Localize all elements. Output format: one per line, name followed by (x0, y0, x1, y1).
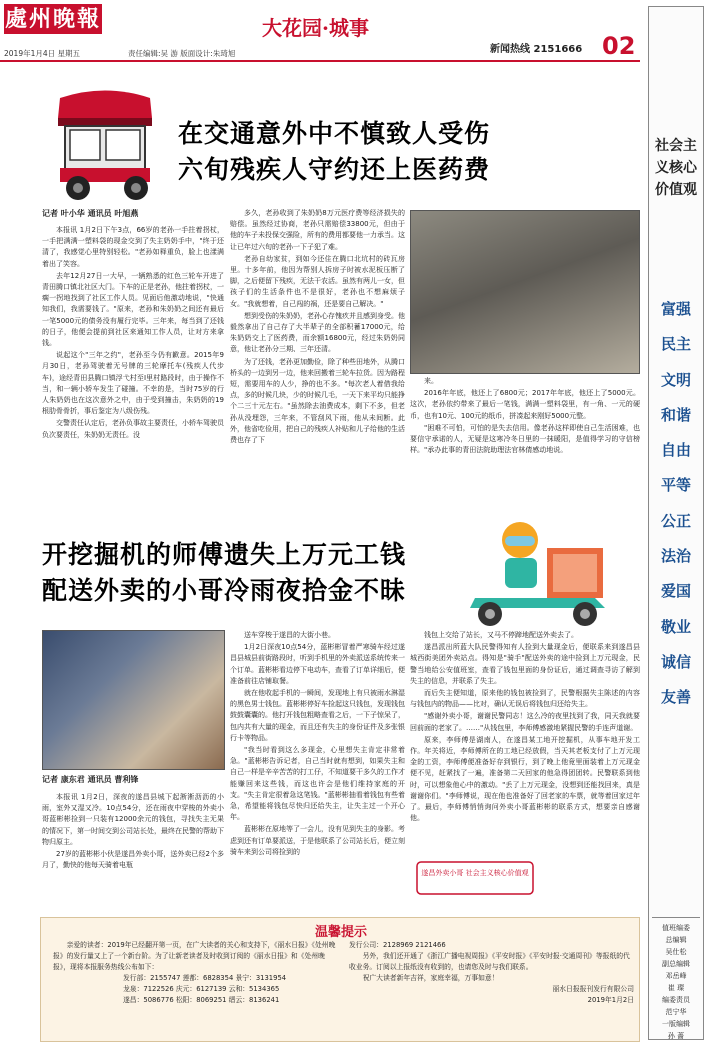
section-title: 大花园·城事 (262, 16, 369, 40)
story1-byline: 记者 叶小华 通讯员 叶旭燕 (42, 209, 139, 218)
story2-column-3 (410, 630, 640, 855)
story2-photo (42, 630, 225, 770)
newspaper-logo: 處州晚報 (4, 6, 101, 32)
paragraph: 蓝彬彬在原地等了一会儿，没有见到失主的身影。考虑到还有订单要派送，于是他联系了公司站长后，便立刻骑车来到公司将捡到的 (230, 825, 405, 856)
paragraph: 去年12月27日一大早，一辆熟悉的红色三轮车开进了青田腾口镇北社区大门。下车的正是老孙，他拄着拐杖，一瘸一拐地找到了社区工作人员。见面后他激动地说，"快通知我们，我需要钱了。"原来，老孙和朱奶奶之间还有最后一笔5000元的债务没有履行完毕。三年来，每当到了还钱的日子，他便会提前到社区来通知工作人员，让对方来拿钱。 (42, 271, 224, 348)
story1-headline-line1: 在交通意外中不慎致人受伤 (178, 119, 491, 148)
tuk-tuk-illustration (40, 88, 170, 206)
story2-headline-line1: 开挖掘机的师傅遗失上万元工钱 (42, 540, 407, 569)
notice-date: 2019年1月2日 (587, 996, 634, 1004)
paragraph: "我当时看到这么多现金，心里想失主肯定非常着急。"蓝彬彬告诉记者，自己当时就有想到，如果失主和自己一样是辛辛苦苦的打工仔，不知道要干多久的工作才能赚回来这些钱，而这也许会是他们维持家庭的开支。"失主肯定很着急这笔钱。"蓝彬彬抽看着钱包有些着急，希望能将钱包尽快归还给失主，让失主过一个开心年。 (230, 746, 405, 822)
paragraph: 说起这个"三年之约"，老孙至今仍有歉意。2015年9月30日，老孙驾驶着无号牌的三轮摩托车(残疾人代步车)，途经青田县腾口镇浮弋村至I里村路段时，由于操作不当，和一辆小轿车发生了碰撞。不幸的是，当时75岁的行人朱奶奶也在这次意外之中，由于受到撞击，朱奶奶的19根肋骨骨折，事后鉴定为八级伤残。 (42, 351, 224, 416)
value-item: 爱国 (660, 582, 691, 601)
credit-line: 孙 蔷 (667, 1032, 685, 1040)
values-stamp (415, 858, 535, 898)
paragraph: 送车穿梭于遂昌的大街小巷。 (244, 631, 335, 639)
story2-byline: 记者 康东君 通讯员 曹利锋 (42, 775, 139, 784)
notice-paragraph: 亲爱的读者：2019年已经翻开第一页，在广大读者的关心和支持下，《丽水日报》《处州晚报》的发行量又上了一个新台阶。为了让新老读者及时收到订阅的《丽水日报》和《处州晚报》，现将本报服务热线公布如下： (53, 941, 336, 971)
paragraph: 原来，李师傅是湖南人，在遂昌某工地开挖掘机，从事车地开发工作。年关将近，李师傅所在的工地已经放假，当天其老板支付了上万元现金的工资，李师傅便准备好存到银行，到了晚上他竟里面装着上万元现金便不见，赶紧找了一遍，准备第二天回家的他急得团团转。民警联系到他时，可以想象他心中的激动。"丢了上万元现金，没想到还能找回来，真是谢谢你们。"李师傅说，现在他也准备好了回老家的车票，就等着回家过年了。最后，李师傅悄悄询问外卖小哥蓝彬彬的联系方式，想要亲自感谢他。 (410, 735, 640, 823)
header-rule (0, 60, 640, 62)
value-item: 民主 (660, 335, 691, 354)
credit-line: 范宁华 (665, 1008, 687, 1016)
paragraph: 交警责任认定后，老孙负事故主要责任，小轿车驾驶员负次要责任，朱奶奶无责任。没 (42, 419, 224, 439)
paragraph: 而后失主便知道，原来他的钱包被捡到了，民警根据失主陈述的内容与钱包内的物品——比对，确认无误后将钱包归还给失主。 (410, 689, 640, 709)
credit-line: 崔 璨 (667, 984, 685, 992)
notice-title: 温馨提示 (314, 925, 367, 940)
notice-phone-row: 发行公司：2128969 2121466 (349, 941, 446, 949)
paragraph: 本报讯 1月2日下午3点，66岁的老孙一手拄着拐杖，一手把满满一塑料袋的现金交到了失主奶奶手中，"终于还清了，我感觉心里特别轻松。"老孙如释重负，脸上也漾满着出了笑容。 (42, 226, 224, 268)
paragraph: 27岁的蓝彬彬小伙是遂昌外卖小哥，送外卖已经2个多月了，勤快的他每天骑着电瓶 (42, 850, 224, 870)
notice-phone-row: 发行部：2155747 莲都：6828354 景宁：3131954 (123, 974, 287, 982)
paragraph: 想到受伤的朱奶奶，老孙心存愧疚并且感到身受。他毅然拿出了自己存了大半辈子的全部积蓄17000元，给朱奶奶交上了医药费，而余额16800元，经过朱奶奶同意，他让老孙分三期、三年还清。 (230, 311, 405, 354)
sidebar-credits (652, 917, 700, 1042)
value-item: 和谐 (660, 405, 691, 424)
story2-column-2 (230, 630, 405, 898)
dateline: 2019年1月4日 星期五 (4, 49, 81, 58)
value-item: 敬业 (660, 617, 691, 636)
credit-line: 副总编辑 (662, 960, 690, 968)
story2-column-1 (42, 792, 224, 897)
credit-line: 值班编委 (662, 924, 690, 932)
paragraph: 来。 (424, 377, 438, 385)
paragraph: 多久，老孙收到了朱奶奶8万元医疗费等经济损失的赔偿。虽然经过协商，老孙只需赔偿33800元，但由于他的车子未投保交强险，所有的费用都要他一力承当。这让已年过六旬的老孙一下子犯了难。 (230, 209, 405, 251)
value-item: 平等 (660, 476, 691, 495)
notice-box (40, 917, 640, 1042)
value-item: 友善 (660, 688, 691, 707)
paragraph: 老孙自幼家贫，到如今还住在腾口北坑村的砖瓦房里。十多年前，他因为帮别人拆房子时被水泥板压断了脚，之后便留下残疾，无法干农活。虽然有两儿一女，但孩子们的生活条件也不是很好，老孙也不想麻烦子女。"我就想着，自己闯的祸，还是要自己解决。" (230, 254, 405, 308)
delivery-scooter-illustration (455, 518, 625, 628)
news-hotline: 新闻热线 2151666 (490, 44, 583, 55)
stamp-text: 遂昌外卖小哥 社会主义核心价值观 (421, 869, 529, 877)
notice-right (349, 940, 634, 1006)
value-item: 自由 (660, 441, 691, 460)
credit-line: 一版编辑 (662, 1020, 690, 1028)
credit-line: 编委责员 (662, 996, 690, 1004)
credit-line: 邓岳峰 (665, 972, 687, 980)
notice-greeting: 祝广大读者新年吉祥，家庭幸福，万事如意！ (362, 974, 499, 982)
value-item: 文明 (660, 370, 691, 389)
notice-phone-row: 遂昌：5086776 松阳：8069251 缙云：8136241 (123, 996, 280, 1004)
notice-left (53, 940, 338, 1006)
value-item: 富强 (660, 300, 691, 318)
paragraph: "困难不可怕，可怕的是失去信用。像老孙这样即使自己生活困难，也要信守承诺的人，无疑是这寒冷冬日里的一抹暖阳，是值得学习的守信榜样。"承办此事的青田法院助理法官林倩感动地说。 (410, 423, 640, 455)
story2-headline-line2: 配送外卖的小哥冷雨夜拾金不昧 (42, 576, 407, 605)
values-sidebar (648, 6, 704, 1040)
notice-paragraph: 另外，我们还开通了《浙江广播电视周报》《平安时报》《平安时报·交通周刊》等报纸的代收业务。订阅以上报纸没有收到的，也请您及时与我们联系。 (349, 952, 630, 971)
notice-signature: 丽水日报报刊发行有限公司 (552, 985, 634, 993)
credit-line: 吴仕松 (665, 948, 687, 956)
paragraph: 本报讯 1月2日，深夜的遂昌县城下起淅淅沥沥的小雨，室外又湿又冷。10点54分，还在雨夜中穿梭的外卖小哥蓝彬彬捡到一只装有12000余元的钱包，寻找失主无果的情况下，第一时间交到公司站长处，最终在民警的帮助下物归原主。 (42, 793, 224, 846)
value-item: 公正 (660, 511, 691, 530)
paragraph: 为了还钱，老孙更加勤俭，除了种些田地外，从腾口桥头的一边到另一边，他来回搬着三轮车拉货。因为路程短，需要用车的人少，挣的也不多。"每次老人着借我给点，多的时候几块，少的时候几毛，一天下来平均只能挣个二三十元左右。"虽然除去油费成本，剩下不多，但老孙从没埋怨，三年来，不管刮风下雨，他从未间断。此外，他省吃俭用，把自己的残疾人补贴和儿子给他的生活费也存了下 (230, 357, 405, 445)
paragraph: 2016年年底，他还上了6800元；2017年年底，他还上了5000元。这次，老孙依约带来了最后一笔钱，满满一塑料袋里，有一角、一元的硬币，也有10元、100元的纸币，拼凑起来刚好5000元整。 (410, 389, 640, 420)
notice-phone-row: 龙泉：7122526 庆元：6127139 云和：5134365 (123, 985, 280, 993)
paragraph: 就在他收起手机的一瞬间，发现地上有只被雨水淋湿的黑色男士钱包。蓝彬彬停好车捡起这只钱包，发现钱包鼓鼓囊囊的。他打开钱包粗略查看之后，一下子惊呆了，包内共有大量的现金，而且还有失主的身份证件及多张银行卡等物品。 (230, 689, 405, 742)
story1-column-2 (230, 208, 405, 486)
page-number: 02 (602, 32, 636, 60)
paragraph: 1月2日深夜10点54分，蓝彬彬冒着严寒骑车经过遂昌县城县前街路段时，听到手机里的外卖派送系统传来一个订单。蓝彬彬看边停下电动车，查看了订单详细后，便准备前往店铺取餐。 (230, 643, 405, 685)
story1-headline-line2: 六旬残疾人守约还上医药费 (178, 155, 491, 184)
story1-column-3 (410, 376, 640, 486)
story1-column-1 (42, 225, 224, 485)
sidebar-title: 社会主义核心价值观 (655, 138, 697, 198)
sidebar-values-list (649, 292, 703, 716)
credit-line: 总编辑 (665, 936, 687, 944)
story1-photo (410, 210, 640, 374)
paragraph: 钱包上交给了站长，又马不停蹄地配送外卖去了。 (424, 631, 578, 639)
value-item: 诚信 (660, 652, 691, 671)
paragraph: 遂昌派出所蓝大队民警得知有人捡到大量现金后，便联系来到遂昌县城西街美团外卖站点。得知是"骑手"配送外卖的途中捡到上万元现金，民警当地给公安值班室，查看了钱包里面的身份证后，通过调查寻访了解到失主的信息，并联系了失主。 (410, 643, 640, 685)
value-item: 法治 (660, 547, 691, 566)
editor-credits: 责任编辑:吴 游 版面设计:朱琦旭 (128, 49, 236, 58)
paragraph: "感谢外卖小哥，谢谢民警同志！这么冷的夜里找到了我，同天我就要回前面的老家了。……"从钱包里，李师傅感激地紧握民警的手连声道谢。 (410, 712, 640, 732)
